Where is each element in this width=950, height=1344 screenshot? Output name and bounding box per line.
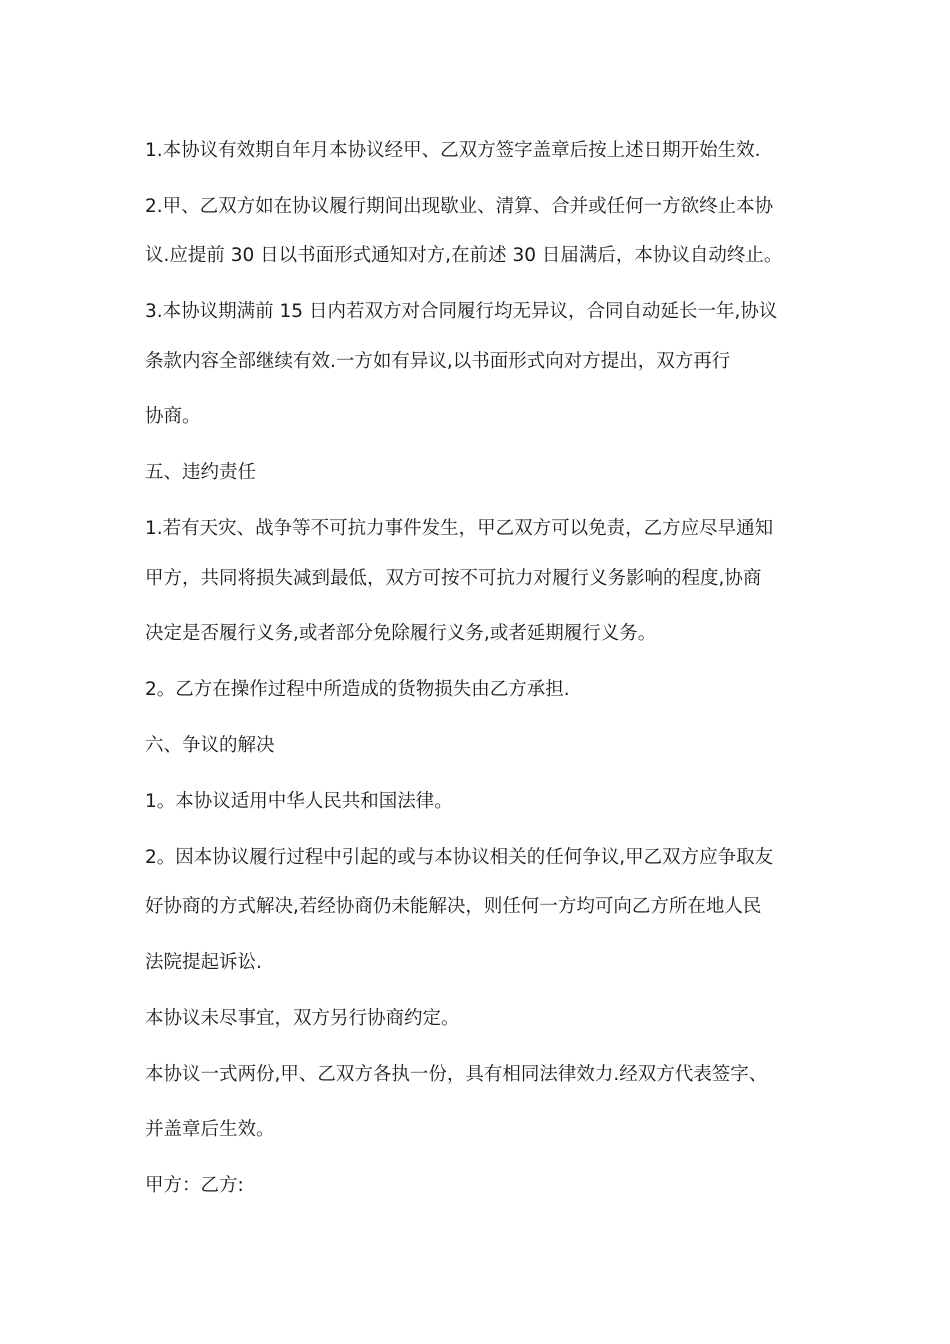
clause-6-2-line-1: 2。因本协议履行过程中引起的或与本协议相关的任何争议,甲乙双方应争取友 — [145, 847, 774, 868]
section-5-heading: 五、违约责任 — [145, 462, 257, 483]
clause-4-3-line-2: 条款内容全部继续有效.一方如有异议,以书面形式向对方提出，双方再行 — [145, 351, 731, 372]
closing-paragraph-2-line-2: 并盖章后生效。 — [145, 1119, 275, 1140]
clause-6-1: 1。本协议适用中华人民共和国法律。 — [145, 791, 453, 812]
clause-6-2-line-2: 好协商的方式解决,若经协商仍未能解决，则任何一方均可向乙方所在地人民 — [145, 896, 762, 917]
clause-5-1-line-3: 决定是否履行义务,或者部分免除履行义务,或者延期履行义务。 — [145, 623, 657, 644]
clause-5-1-line-2: 甲方，共同将损失减到最低，双方可按不可抗力对履行义务影响的程度,协商 — [145, 568, 762, 589]
clause-4-3-line-3: 协商。 — [145, 406, 201, 427]
closing-paragraph-1: 本协议未尽事宜，双方另行协商约定。 — [145, 1008, 460, 1029]
clause-4-2-line-2: 议.应提前 30 日以书面形式通知对方,在前述 30 日届满后，本协议自动终止。 — [145, 245, 783, 266]
clause-4-2-line-1: 2.甲、乙双方如在协议履行期间出现歇业、清算、合并或任何一方欲终止本协 — [145, 196, 774, 217]
clause-5-2: 2。乙方在操作过程中所造成的货物损失由乙方承担. — [145, 679, 570, 700]
clause-6-2-line-3: 法院提起诉讼. — [145, 952, 262, 973]
clause-5-1-line-1: 1.若有天灾、战争等不可抗力事件发生，甲乙双方可以免责，乙方应尽早通知 — [145, 518, 774, 539]
closing-paragraph-2-line-1: 本协议一式两份,甲、乙双方各执一份，具有相同法律效力.经双方代表签字、 — [145, 1064, 768, 1085]
clause-4-1-line-1: 1.本协议有效期自年月本协议经甲、乙双方签字盖章后按上述日期开始生效. — [145, 140, 761, 161]
section-6-heading: 六、争议的解决 — [145, 735, 275, 756]
clause-4-3-line-1: 3.本协议期满前 15 日内若双方对合同履行均无异议，合同自动延长一年,协议 — [145, 301, 778, 322]
signature-parties-line: 甲方：乙方: — [145, 1175, 244, 1196]
